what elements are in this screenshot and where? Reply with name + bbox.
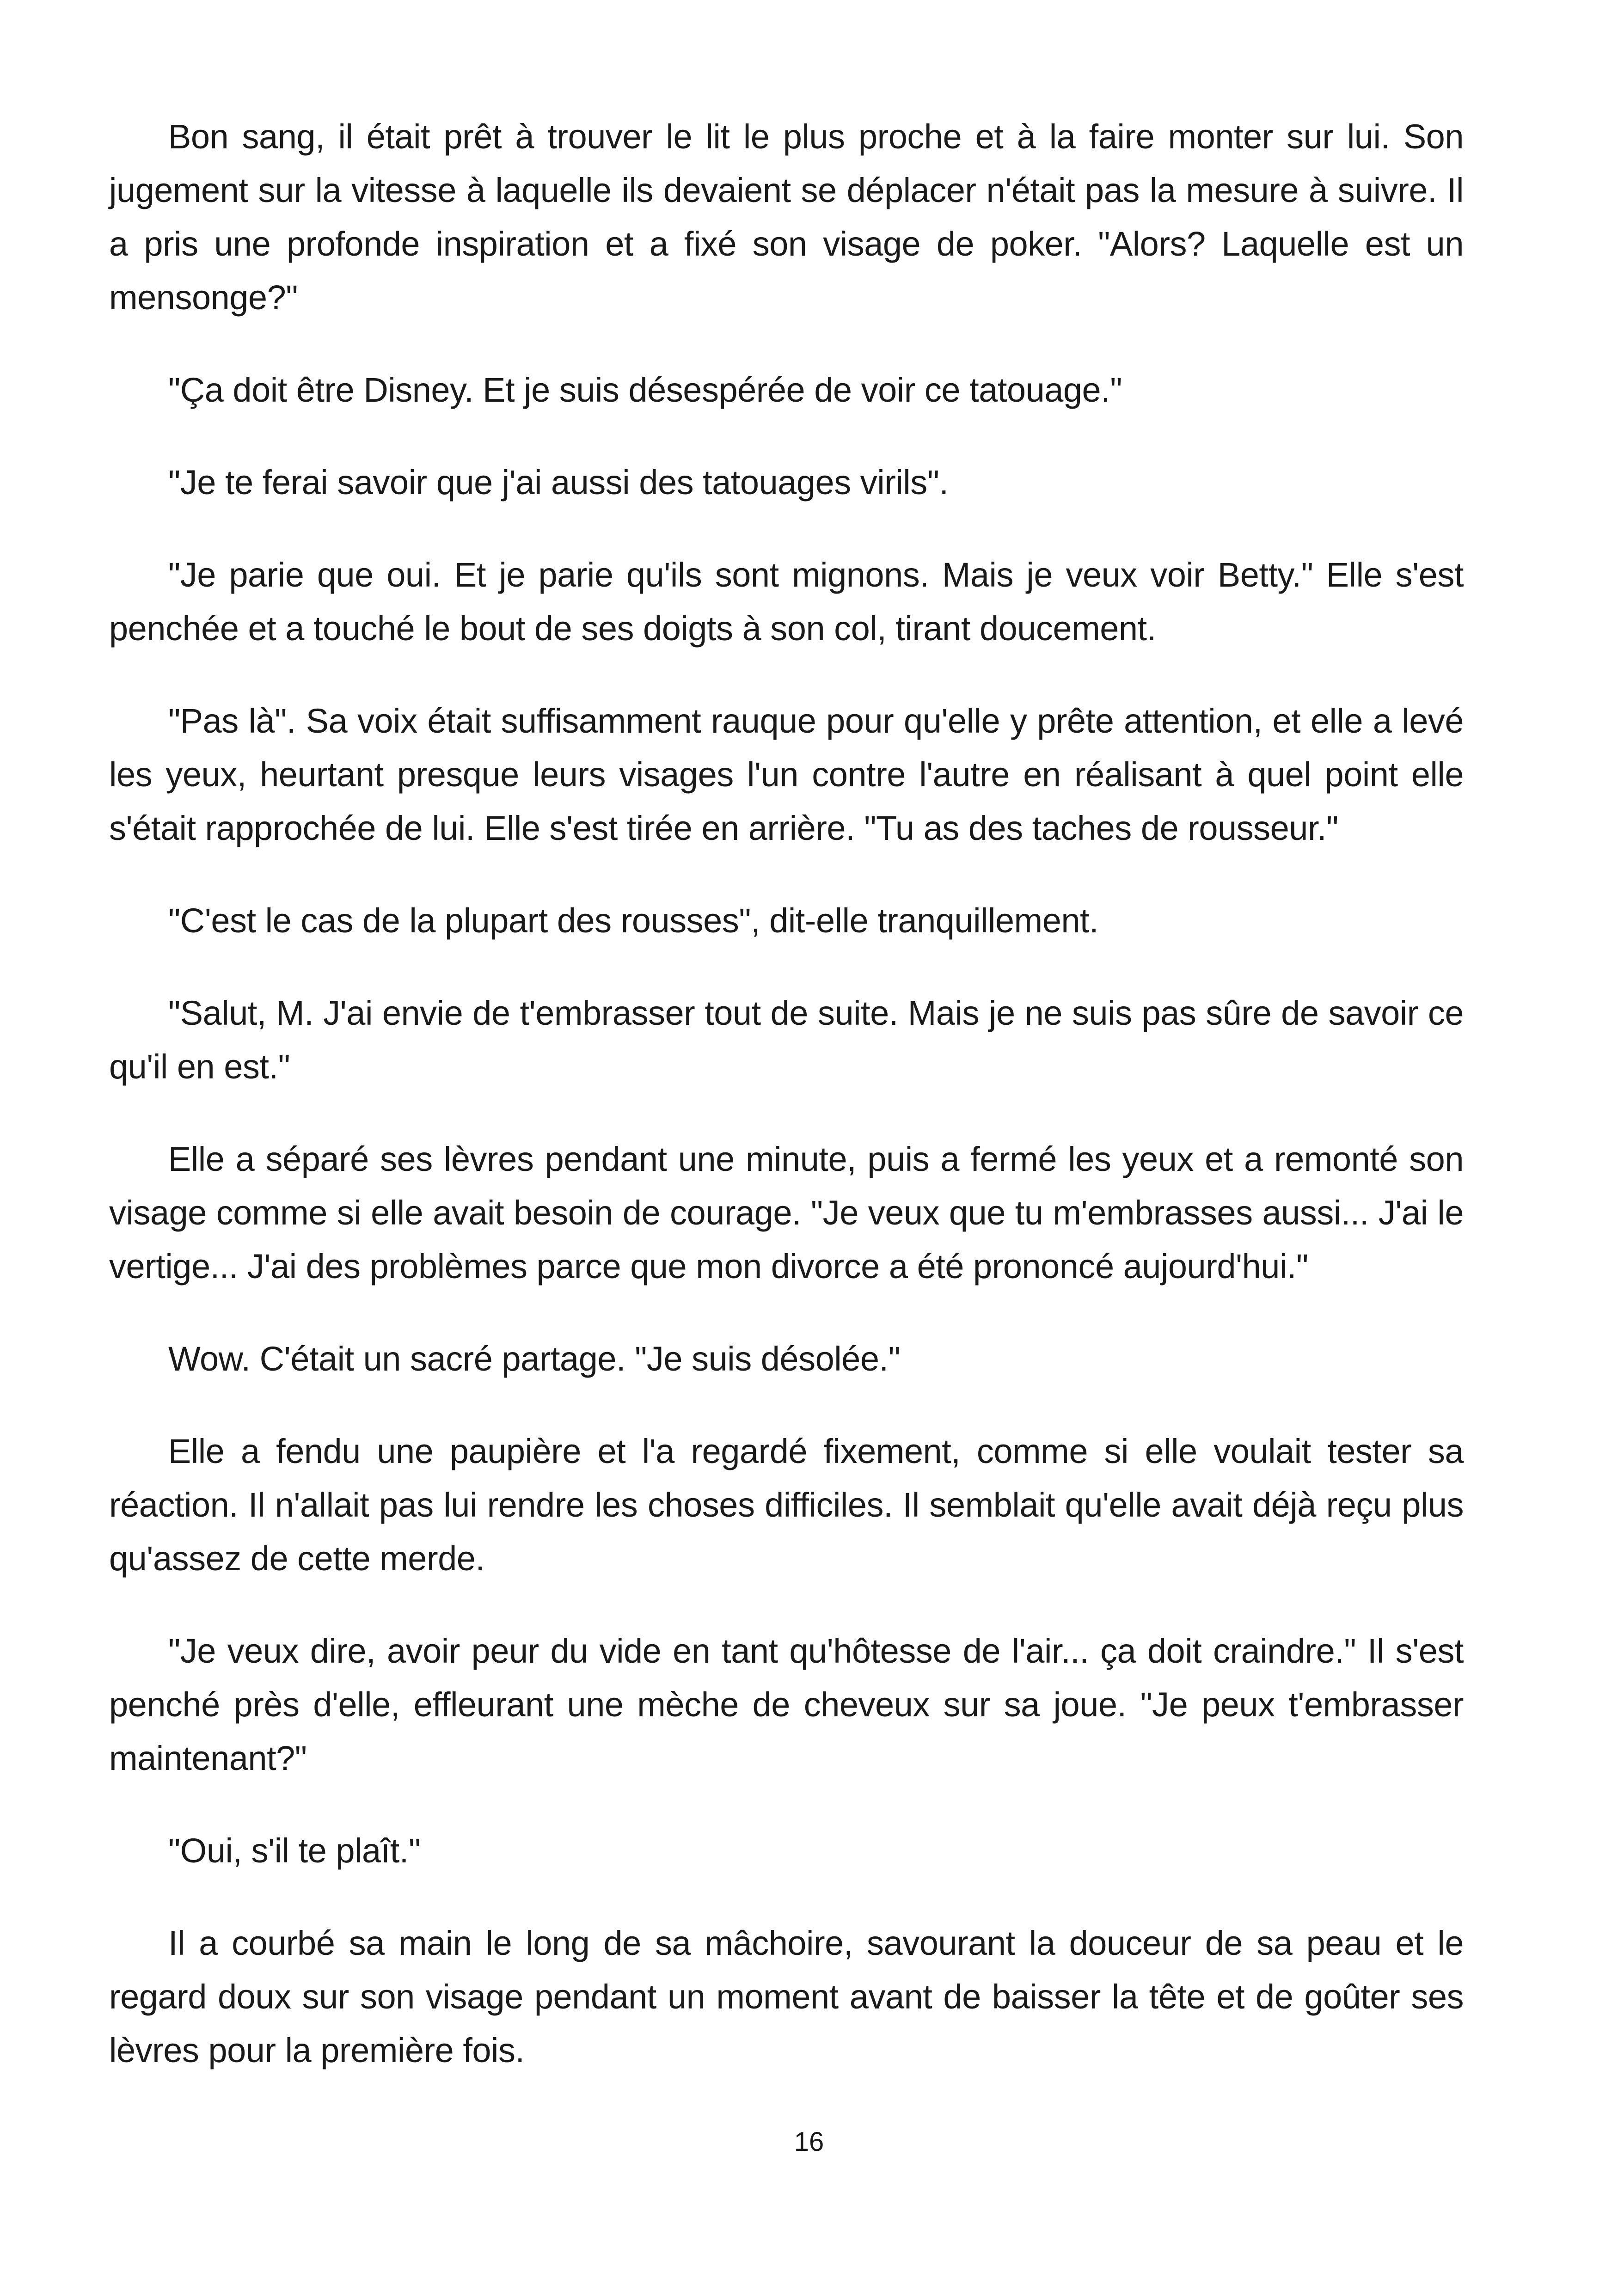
paragraph: "Je veux dire, avoir peur du vide en tant qu'hôtesse de l'air... ça doit craindre." Il s'est penché près d'elle, effleurant une mèche de cheveux sur sa joue. "Je peux t'embrasser maintenant?"	[109, 1632, 1464, 1777]
body-text	[109, 110, 1464, 2116]
paragraph: "C'est le cas de la plupart des rousses", dit-elle tranquillement.	[168, 901, 1099, 940]
paragraph: "Pas là". Sa voix était suffisamment rauque pour qu'elle y prête attention, et elle a levé les yeux, heurtant presque leurs visages l'un contre l'autre en réalisant à quel point elle s'était rapprochée de lui. Elle s'est tirée en arrière. "Tu as des taches de rousseur."	[109, 702, 1464, 847]
paragraph: "Oui, s'il te plaît."	[168, 1831, 421, 1870]
paragraph: "Je parie que oui. Et je parie qu'ils sont mignons. Mais je veux voir Betty." Elle s'est penchée et a touché le bout de ses doigts à son col, tirant doucement.	[109, 556, 1464, 648]
paragraph: "Salut, M. J'ai envie de t'embrasser tout de suite. Mais je ne suis pas sûre de savoir ce qu'il en est."	[109, 994, 1464, 1086]
page-number: 16	[794, 2127, 824, 2157]
paragraph: Il a courbé sa main le long de sa mâchoire, savourant la douceur de sa peau et le regard doux sur son visage pendant un moment avant de baisser la tête et de goûter ses lèvres pour la première fois.	[109, 1924, 1464, 2069]
paragraph: "Ça doit être Disney. Et je suis désespérée de voir ce tatouage."	[168, 371, 1122, 409]
paragraph: Bon sang, il était prêt à trouver le lit le plus proche et à la faire monter sur lui. Son jugement sur la vitesse à laquelle ils devaient se déplacer n'était pas la mesure à suivre. Il a pris une profonde inspiration et a fixé son visage de poker. "Alors? Laquelle est un mensonge?"	[109, 117, 1464, 317]
paragraph: Elle a fendu une paupière et l'a regardé fixement, comme si elle voulait tester sa réaction. Il n'allait pas lui rendre les choses difficiles. Il semblait qu'elle avait déjà reçu plus qu'assez de cette merde.	[109, 1432, 1464, 1578]
paragraph: Elle a séparé ses lèvres pendant une minute, puis a fermé les yeux et a remonté son visage comme si elle avait besoin de courage. "Je veux que tu m'embrasses aussi... J'ai le vertige... J'ai des problèmes parce que mon divorce a été prononcé aujourd'hui."	[109, 1140, 1464, 1286]
paragraph: Wow. C'était un sacré partage. "Je suis désolée."	[168, 1340, 901, 1378]
paragraph: "Je te ferai savoir que j'ai aussi des tatouages virils".	[168, 463, 949, 502]
